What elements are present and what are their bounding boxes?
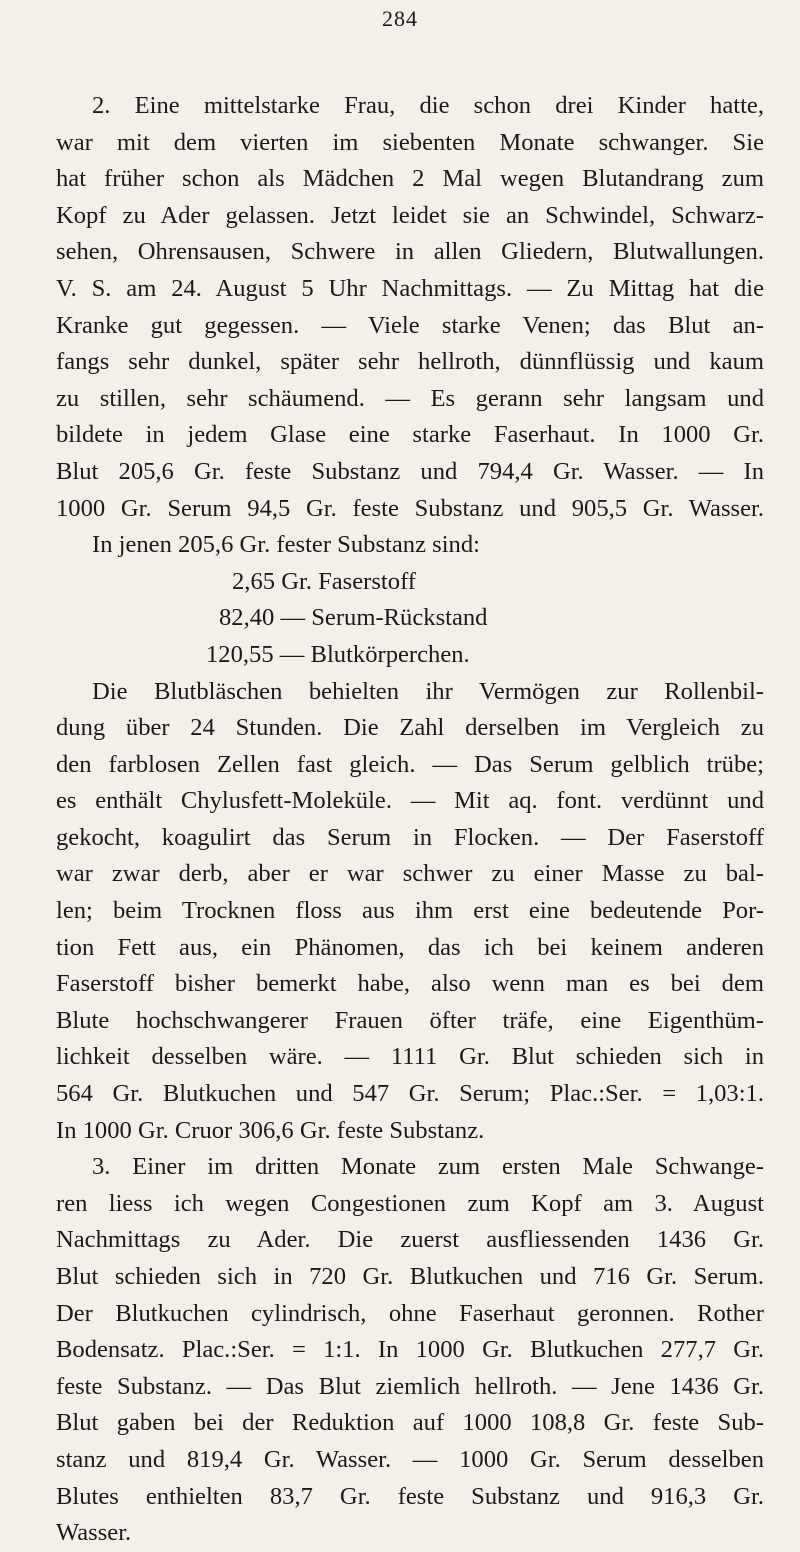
text-line: ren liess ich wegen Congestionen zum Kopf am 3. August bbox=[56, 1189, 764, 1217]
text-line: gekocht, koagulirt das Serum in Flocken. — Der Faserstoff bbox=[56, 823, 764, 851]
table-dash: — bbox=[280, 604, 306, 632]
body-text bbox=[56, 88, 764, 1552]
text-line: Blutes enthielten 83,7 Gr. feste Substanz und 916,3 Gr. bbox=[56, 1482, 764, 1510]
text-line: feste Substanz. — Das Blut ziemlich hellroth. — Jene 1436 Gr. bbox=[56, 1372, 764, 1400]
page-number: 284 bbox=[382, 6, 418, 31]
text-line: V. S. am 24. August 5 Uhr Nachmittags. — Zu Mittag hat die bbox=[56, 274, 764, 302]
text-line: stanz und 819,4 Gr. Wasser. — 1000 Gr. Serum desselben bbox=[56, 1445, 764, 1473]
text-line: 564 Gr. Blutkuchen und 547 Gr. Serum; Plac.:Ser. = 1,03:1. bbox=[56, 1080, 764, 1108]
table-dash: — bbox=[279, 640, 305, 668]
text-line: Kranke gut gegessen. — Viele starke Venen; das Blut an- bbox=[56, 311, 764, 339]
text-line: hat früher schon als Mädchen 2 Mal wegen Blutandrang zum bbox=[56, 165, 764, 193]
text-line: zu stillen, sehr schäumend. — Es gerann sehr langsam und bbox=[56, 384, 764, 412]
text-line: 3. Einer im dritten Monate zum ersten Male Schwange- bbox=[92, 1153, 764, 1181]
paragraph-observations bbox=[56, 674, 764, 1150]
table-value: 2,65 bbox=[232, 567, 276, 595]
text-line: 2. Eine mittelstarke Frau, die schon drei Kinder hatte, bbox=[92, 92, 764, 119]
text-line: war zwar derb, aber er war schwer zu einer Masse zu bal- bbox=[56, 860, 764, 888]
text-line: war mit dem vierten im siebenten Monate schwanger. Sie bbox=[56, 128, 764, 156]
table-value: 120,55 bbox=[206, 640, 274, 668]
text-line: Blute hochschwangerer Frauen öfter träfe, eine Eigenthüm- bbox=[56, 1006, 764, 1034]
text-line: Bodensatz. Plac.:Ser. = 1:1. In 1000 Gr. Blutkuchen 277,7 Gr. bbox=[56, 1336, 764, 1364]
text-line: Wasser. bbox=[56, 1519, 132, 1547]
text-line: Nachmittags zu Ader. Die zuerst ausfliessenden 1436 Gr. bbox=[56, 1226, 764, 1254]
text-line: In 1000 Gr. Cruor 306,6 Gr. feste Substanz. bbox=[56, 1116, 485, 1144]
text-line: bildete in jedem Glase eine starke Faserhaut. In 1000 Gr. bbox=[56, 421, 764, 449]
text-line: lichkeit desselben wäre. — 1111 Gr. Blut schieden sich in bbox=[56, 1043, 764, 1071]
table-value: 82,40 bbox=[219, 604, 275, 632]
text-line: den farblosen Zellen fast gleich. — Das Serum gelblich trübe; bbox=[56, 750, 764, 778]
text-line: 1000 Gr. Serum 94,5 Gr. feste Substanz und 905,5 Gr. Wasser. bbox=[56, 494, 764, 522]
table-row bbox=[56, 600, 764, 637]
text-line: Blut schieden sich in 720 Gr. Blutkuchen und 716 Gr. Serum. bbox=[56, 1263, 764, 1290]
text-line: sehen, Ohrensausen, Schwere in allen Gliedern, Blutwallungen. bbox=[56, 238, 764, 266]
text-line: tion Fett aus, ein Phänomen, das ich bei keinem anderen bbox=[56, 933, 764, 961]
text-line: len; beim Trocknen floss aus ihm erst eine bedeutende Por- bbox=[56, 897, 764, 925]
table-label: Gr. Faserstoff bbox=[281, 567, 416, 595]
text-line: Faserstoff bisher bemerkt habe, also wenn man es bei dem bbox=[56, 970, 764, 998]
text-line: fangs sehr dunkel, später sehr hellroth, dünnflüssig und kaum bbox=[56, 348, 764, 376]
text-line: In jenen 205,6 Gr. fester Substanz sind: bbox=[92, 531, 480, 559]
paragraph-case-2 bbox=[56, 88, 764, 564]
text-line: Blut 205,6 Gr. feste Substanz und 794,4 Gr. Wasser. — In bbox=[56, 457, 764, 485]
paragraph-case-3 bbox=[56, 1149, 764, 1552]
text-line: Blut gaben bei der Reduktion auf 1000 108,8 Gr. feste Sub- bbox=[56, 1409, 764, 1437]
composition-table bbox=[56, 564, 764, 674]
table-row bbox=[56, 564, 764, 601]
text-line: es enthält Chylusfett-Moleküle. — Mit aq. font. verdünnt und bbox=[56, 787, 764, 815]
text-line: Kopf zu Ader gelassen. Jetzt leidet sie an Schwindel, Schwarz- bbox=[56, 201, 764, 229]
text-line: dung über 24 Stunden. Die Zahl derselben im Vergleich zu bbox=[56, 714, 764, 742]
table-label: Serum-Rückstand bbox=[311, 604, 488, 632]
table-row bbox=[56, 637, 764, 674]
text-line: Der Blutkuchen cylindrisch, ohne Faserhaut geronnen. Rother bbox=[56, 1299, 764, 1327]
table-label: Blutkörperchen. bbox=[310, 640, 470, 668]
text-line: Die Blutbläschen behielten ihr Vermögen zur Rollenbil- bbox=[92, 677, 764, 705]
